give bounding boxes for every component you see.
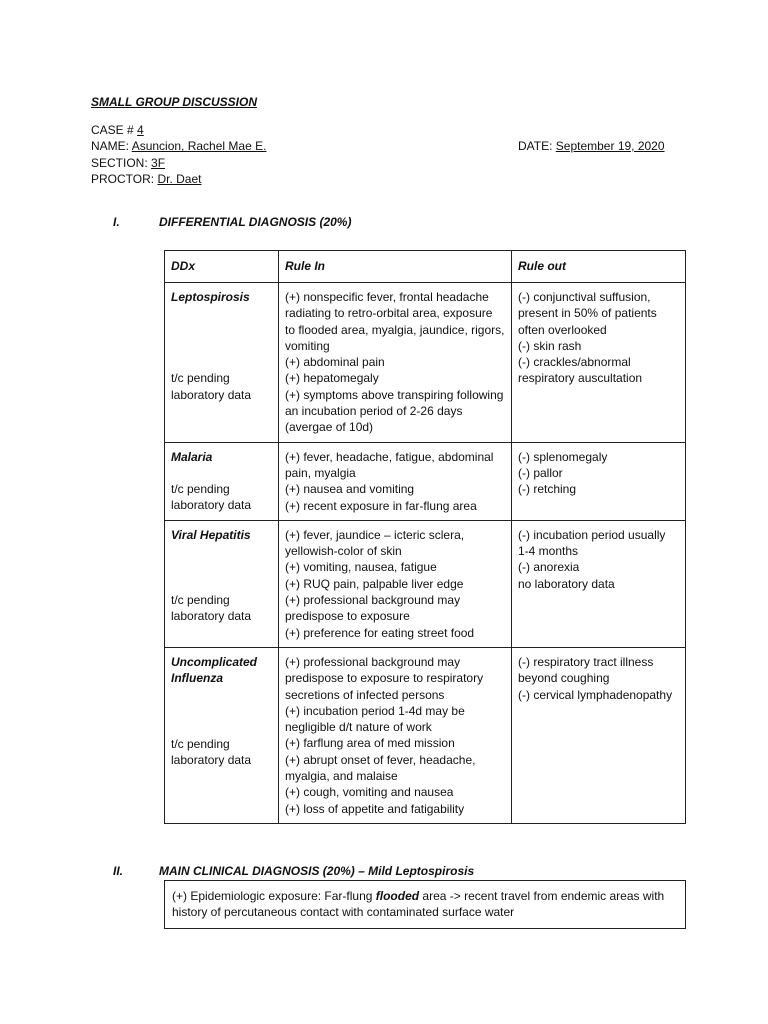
ddx-name: Uncomplicated Influenza (171, 654, 258, 686)
rule-out-item: (-) retching (518, 482, 577, 497)
pending-note: t/c pending laboratory data (171, 593, 252, 624)
rule-in-item: (+) professional background may predispose to exposure to respiratory secretions of infected persons (285, 654, 484, 702)
proctor-value: Dr. Daet (157, 171, 202, 186)
rule-out-cell (512, 442, 686, 520)
rule-in-cell (279, 520, 512, 647)
section-line (91, 155, 266, 171)
table-row (165, 283, 686, 443)
column-header-ddx: DDx (165, 251, 279, 283)
rule-out-item: no laboratory data (518, 576, 615, 591)
document-title: SMALL GROUP DISCUSSION (91, 95, 258, 109)
table-row (165, 520, 686, 647)
rule-in-cell (279, 442, 512, 520)
rule-out-item: (-) incubation period usually 1-4 months (518, 527, 666, 559)
case-label: CASE # (91, 123, 138, 137)
box-text-suffix: area -> recent travel from endemic areas with history of percutaneous contact with contaminated surface water (172, 889, 665, 920)
section-1-number: I. (113, 215, 120, 229)
pending-note: t/c pending laboratory data (171, 481, 252, 513)
section-2-title: MAIN CLINICAL DIAGNOSIS (20%) – Mild Leptospirosis (159, 864, 475, 878)
section-1-title: DIFFERENTIAL DIAGNOSIS (20%) (159, 215, 352, 229)
rule-out-item: (-) cervical lymphadenopathy (518, 687, 673, 702)
date-label: DATE: (518, 139, 556, 153)
rule-out-cell (512, 647, 686, 823)
rule-in-cell (279, 283, 512, 443)
rule-in-item: (+) abdominal pain (285, 355, 385, 370)
case-line (91, 122, 266, 138)
case-info (91, 122, 266, 187)
ddx-name: Malaria (171, 449, 213, 464)
section-value: 3F (151, 155, 166, 170)
rule-in-item: (+) vomiting, nausea, fatigue (285, 560, 437, 575)
differential-diagnosis-table (164, 250, 686, 824)
rule-in-item: (+) RUQ pain, palpable liver edge (285, 576, 464, 591)
rule-out-item: (-) crackles/abnormal respiratory auscultation (518, 355, 643, 386)
box-text-emphasis: flooded (375, 889, 420, 903)
clinical-diagnosis-box (164, 880, 686, 929)
rule-in-item: (+) professional background may predispose to exposure (285, 593, 461, 624)
rule-out-item: (-) skin rash (518, 338, 582, 353)
box-text-prefix: (+) Epidemiologic exposure: Far-flung (172, 889, 376, 903)
rule-in-item: (+) incubation period 1-4d may be negligible d/t nature of work (285, 703, 465, 735)
column-header-rule-in: Rule In (279, 251, 512, 283)
rule-in-item: (+) nausea and vomiting (285, 482, 415, 497)
rule-in-item: (+) abrupt onset of fever, headache, myalgia, and malaise (285, 752, 476, 784)
table-header-row (165, 251, 686, 283)
ddx-name: Leptospirosis (171, 290, 250, 304)
table-row (165, 442, 686, 520)
rule-in-cell (279, 647, 512, 823)
rule-out-item: (-) anorexia (518, 560, 580, 575)
section-label: SECTION: (91, 155, 152, 170)
rule-in-item: (+) recent exposure in far-flung area (285, 498, 477, 513)
rule-out-cell (512, 520, 686, 647)
rule-in-item: (+) farflung area of med mission (285, 736, 455, 751)
proctor-line (91, 171, 266, 187)
name-value: Asuncion, Rachel Mae E. (131, 139, 267, 154)
column-header-rule-out: Rule out (512, 251, 686, 283)
pending-note: t/c pending laboratory data (171, 736, 252, 767)
rule-in-item: (+) preference for eating street food (285, 625, 475, 640)
rule-out-item: (-) conjunctival suffusion, present in 50% of patients often overlooked (518, 290, 657, 337)
section-2-number: II. (113, 864, 124, 878)
ddx-cell (165, 442, 279, 520)
ddx-cell (165, 520, 279, 647)
table-row (165, 647, 686, 823)
rule-in-item: (+) nonspecific fever, frontal headache radiating to retro-orbital area, exposure to flooded area, myalgia, jaundice, rigors, vomiting (285, 290, 505, 353)
ddx-name: Viral Hepatitis (171, 527, 251, 542)
name-label: NAME: (91, 139, 132, 154)
rule-in-item: (+) hepatomegaly (285, 371, 379, 386)
case-value: 4 (137, 123, 144, 137)
ddx-cell (165, 283, 279, 443)
ddx-cell (165, 647, 279, 823)
date-value: September 19, 2020 (555, 139, 665, 153)
date-line (518, 138, 665, 154)
rule-out-item: (-) pallor (518, 465, 563, 480)
rule-out-cell (512, 283, 686, 443)
rule-in-item: (+) fever, headache, fatigue, abdominal pain, myalgia (285, 449, 494, 480)
rule-in-item: (+) loss of appetite and fatigability (285, 801, 465, 816)
rule-in-item: (+) cough, vomiting and nausea (285, 785, 454, 800)
rule-in-item: (+) symptoms above transpiring following an incubation period of 2-26 days (avergae of 10d) (285, 387, 504, 435)
proctor-label: PROCTOR: (91, 171, 158, 186)
name-line (91, 138, 266, 154)
rule-out-item: (-) splenomegaly (518, 449, 608, 464)
rule-out-item: (-) respiratory tract illness beyond coughing (518, 654, 654, 686)
rule-in-item: (+) fever, jaundice – icteric sclera, yellowish-color of skin (285, 527, 465, 559)
pending-note: t/c pending laboratory data (171, 371, 252, 402)
